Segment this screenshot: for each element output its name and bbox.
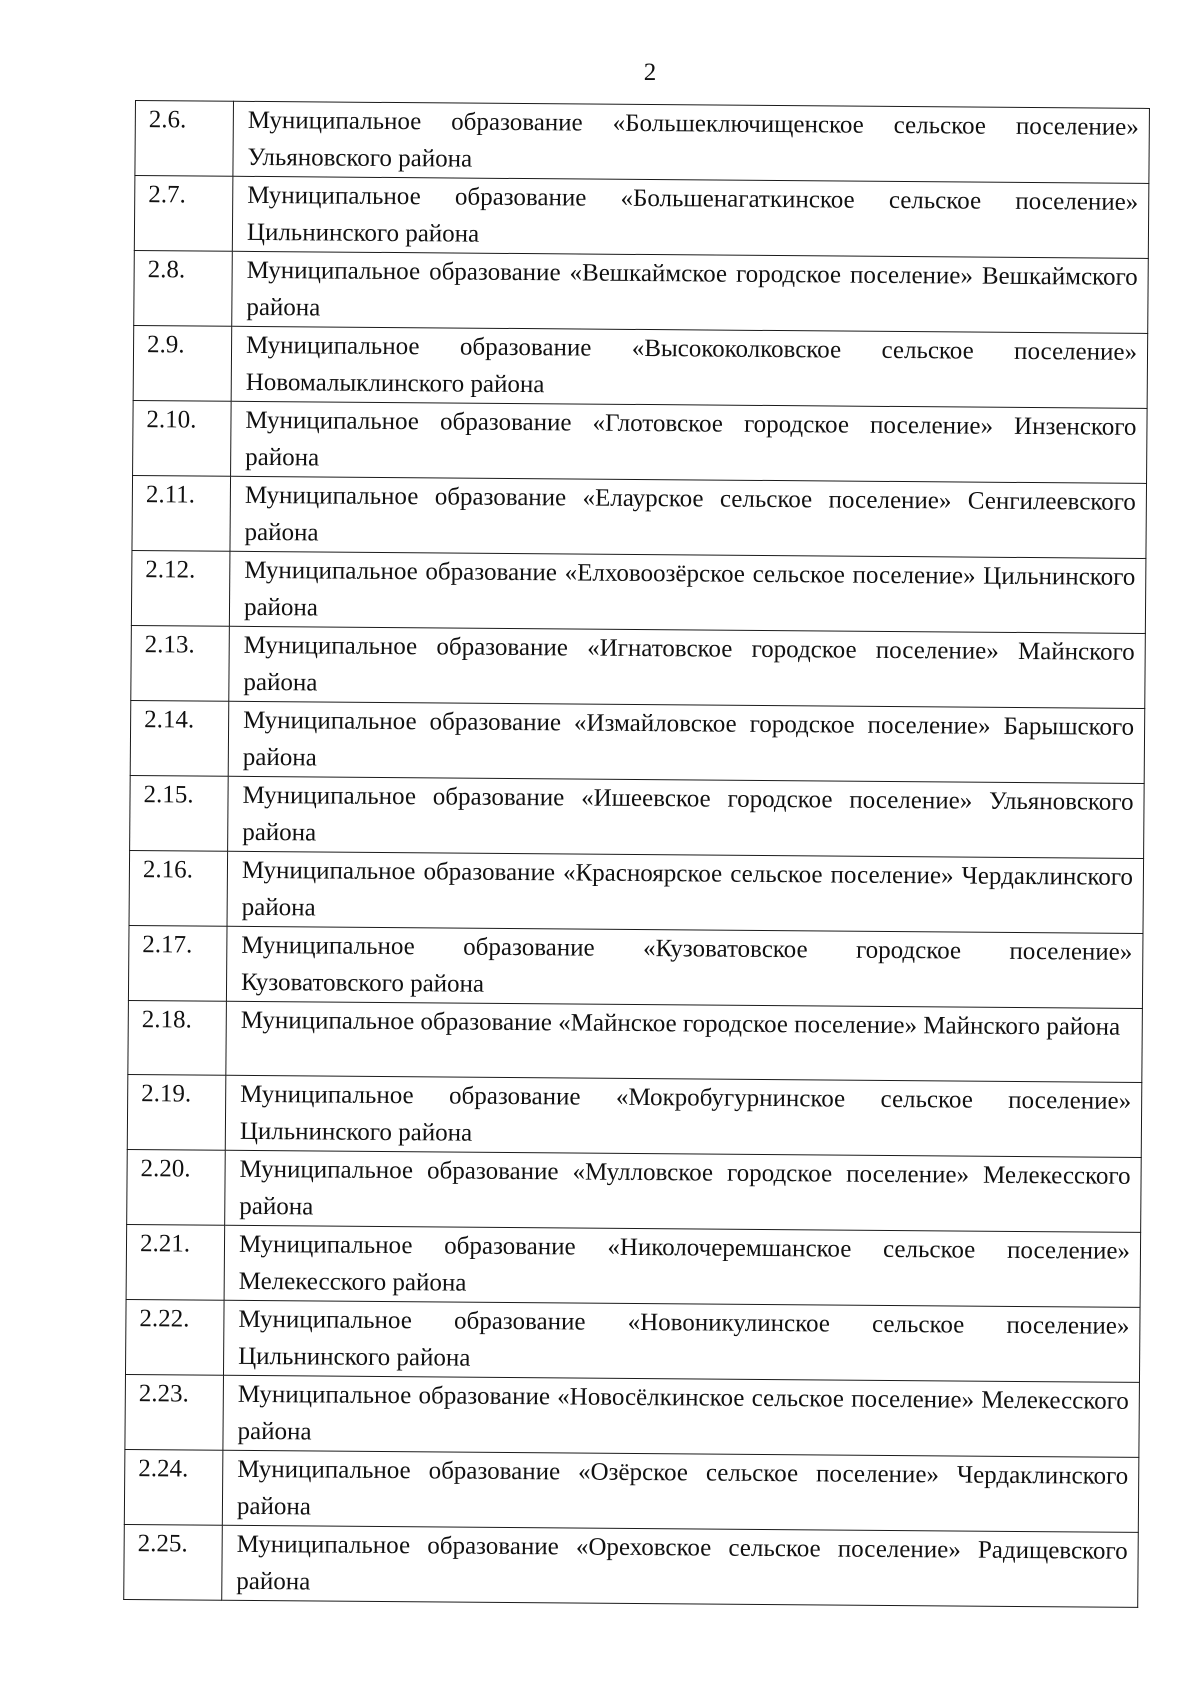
row-number: 2.9. (133, 325, 232, 401)
row-number: 2.11. (132, 475, 231, 551)
table-row (124, 1449, 1139, 1532)
table-row (127, 1074, 1142, 1157)
row-number: 2.6. (135, 101, 234, 177)
table-row (130, 700, 1145, 783)
municipality-table (123, 100, 1150, 1608)
row-number: 2.12. (131, 550, 230, 626)
row-number: 2.23. (125, 1374, 224, 1450)
row-number: 2.24. (124, 1449, 223, 1525)
table-row (135, 101, 1150, 184)
row-number: 2.21. (126, 1224, 225, 1300)
row-number: 2.13. (131, 625, 230, 701)
municipality-name: Муниципальное образование «Вешкаймское городское поселение» Вешкаймского района (232, 251, 1149, 333)
row-number: 2.18. (128, 1000, 227, 1075)
municipality-name: Муниципальное образование «Мулловское городское поселение» Мелекесского района (225, 1150, 1142, 1232)
table-row (133, 325, 1148, 408)
table-row (125, 1374, 1140, 1457)
row-number: 2.16. (129, 850, 228, 926)
table-row (131, 550, 1146, 633)
row-number: 2.22. (125, 1299, 224, 1375)
table-row (125, 1299, 1140, 1382)
table-row (127, 1149, 1142, 1232)
table-row (132, 475, 1147, 558)
municipality-name: Муниципальное образование «Новосёлкинское сельское поселение» Мелекесского района (223, 1375, 1140, 1457)
table-row (134, 176, 1149, 259)
table-row (133, 400, 1148, 483)
table-row (131, 625, 1146, 708)
municipality-name: Муниципальное образование «Елховоозёрское сельское поселение» Цильнинского района (229, 551, 1146, 633)
row-number: 2.7. (134, 176, 233, 252)
municipality-name: Муниципальное образование «Красноярское сельское поселение» Чердаклинского района (227, 851, 1144, 933)
row-number: 2.8. (134, 250, 233, 326)
municipality-name: Муниципальное образование «Кузоватовское городское поселение» Кузоватовского района (226, 926, 1143, 1008)
table-row (124, 1524, 1139, 1607)
municipality-name: Муниципальное образование «Новоникулинское сельское поселение» Цильнинского района (223, 1300, 1140, 1382)
municipality-name: Муниципальное образование «Большеключищенское сельское поселение» Ульяновского района (233, 101, 1150, 183)
row-number: 2.20. (127, 1149, 226, 1225)
municipality-name: Муниципальное образование «Измайловское городское поселение» Барышского района (228, 701, 1145, 783)
municipality-name: Муниципальное образование «Ореховское сельское поселение» Радищевского района (222, 1525, 1139, 1607)
municipality-name: Муниципальное образование «Николочеремшанское сельское поселение» Мелекесского района (224, 1225, 1141, 1307)
table-row (128, 1000, 1143, 1082)
row-number: 2.10. (133, 400, 232, 476)
page-number: 2 (643, 59, 657, 86)
table-row (128, 925, 1143, 1008)
municipality-name: Муниципальное образование «Глотовское городское поселение» Инзенского района (231, 401, 1148, 483)
row-number: 2.15. (130, 775, 229, 851)
table-row (126, 1224, 1141, 1307)
table-row (129, 850, 1144, 933)
row-number: 2.25. (124, 1524, 223, 1600)
municipality-name: Муниципальное образование «Елаурское сельское поселение» Сенгилеевского района (230, 476, 1147, 558)
row-number: 2.19. (127, 1074, 226, 1150)
municipality-name: Муниципальное образование «Высококолковское сельское поселение» Новомалыклинского района (231, 326, 1148, 408)
row-number: 2.14. (130, 700, 229, 776)
municipality-name: Муниципальное образование «Майнское городское поселение» Майнского района (226, 1001, 1143, 1082)
table-row (130, 775, 1145, 858)
municipality-name: Муниципальное образование «Игнатовское городское поселение» Майнского района (229, 626, 1146, 708)
municipality-name: Муниципальное образование «Большенагаткинское сельское поселение» Цильнинского района (232, 176, 1149, 258)
municipality-name: Муниципальное образование «Ишеевское городское поселение» Ульяновского района (228, 776, 1145, 858)
municipality-name: Муниципальное образование «Озёрское сельское поселение» Чердаклинского района (222, 1450, 1139, 1532)
table-row (134, 250, 1149, 333)
row-number: 2.17. (128, 925, 227, 1001)
municipality-name: Муниципальное образование «Мокробугурнинское сельское поселение» Цильнинского района (225, 1075, 1142, 1157)
